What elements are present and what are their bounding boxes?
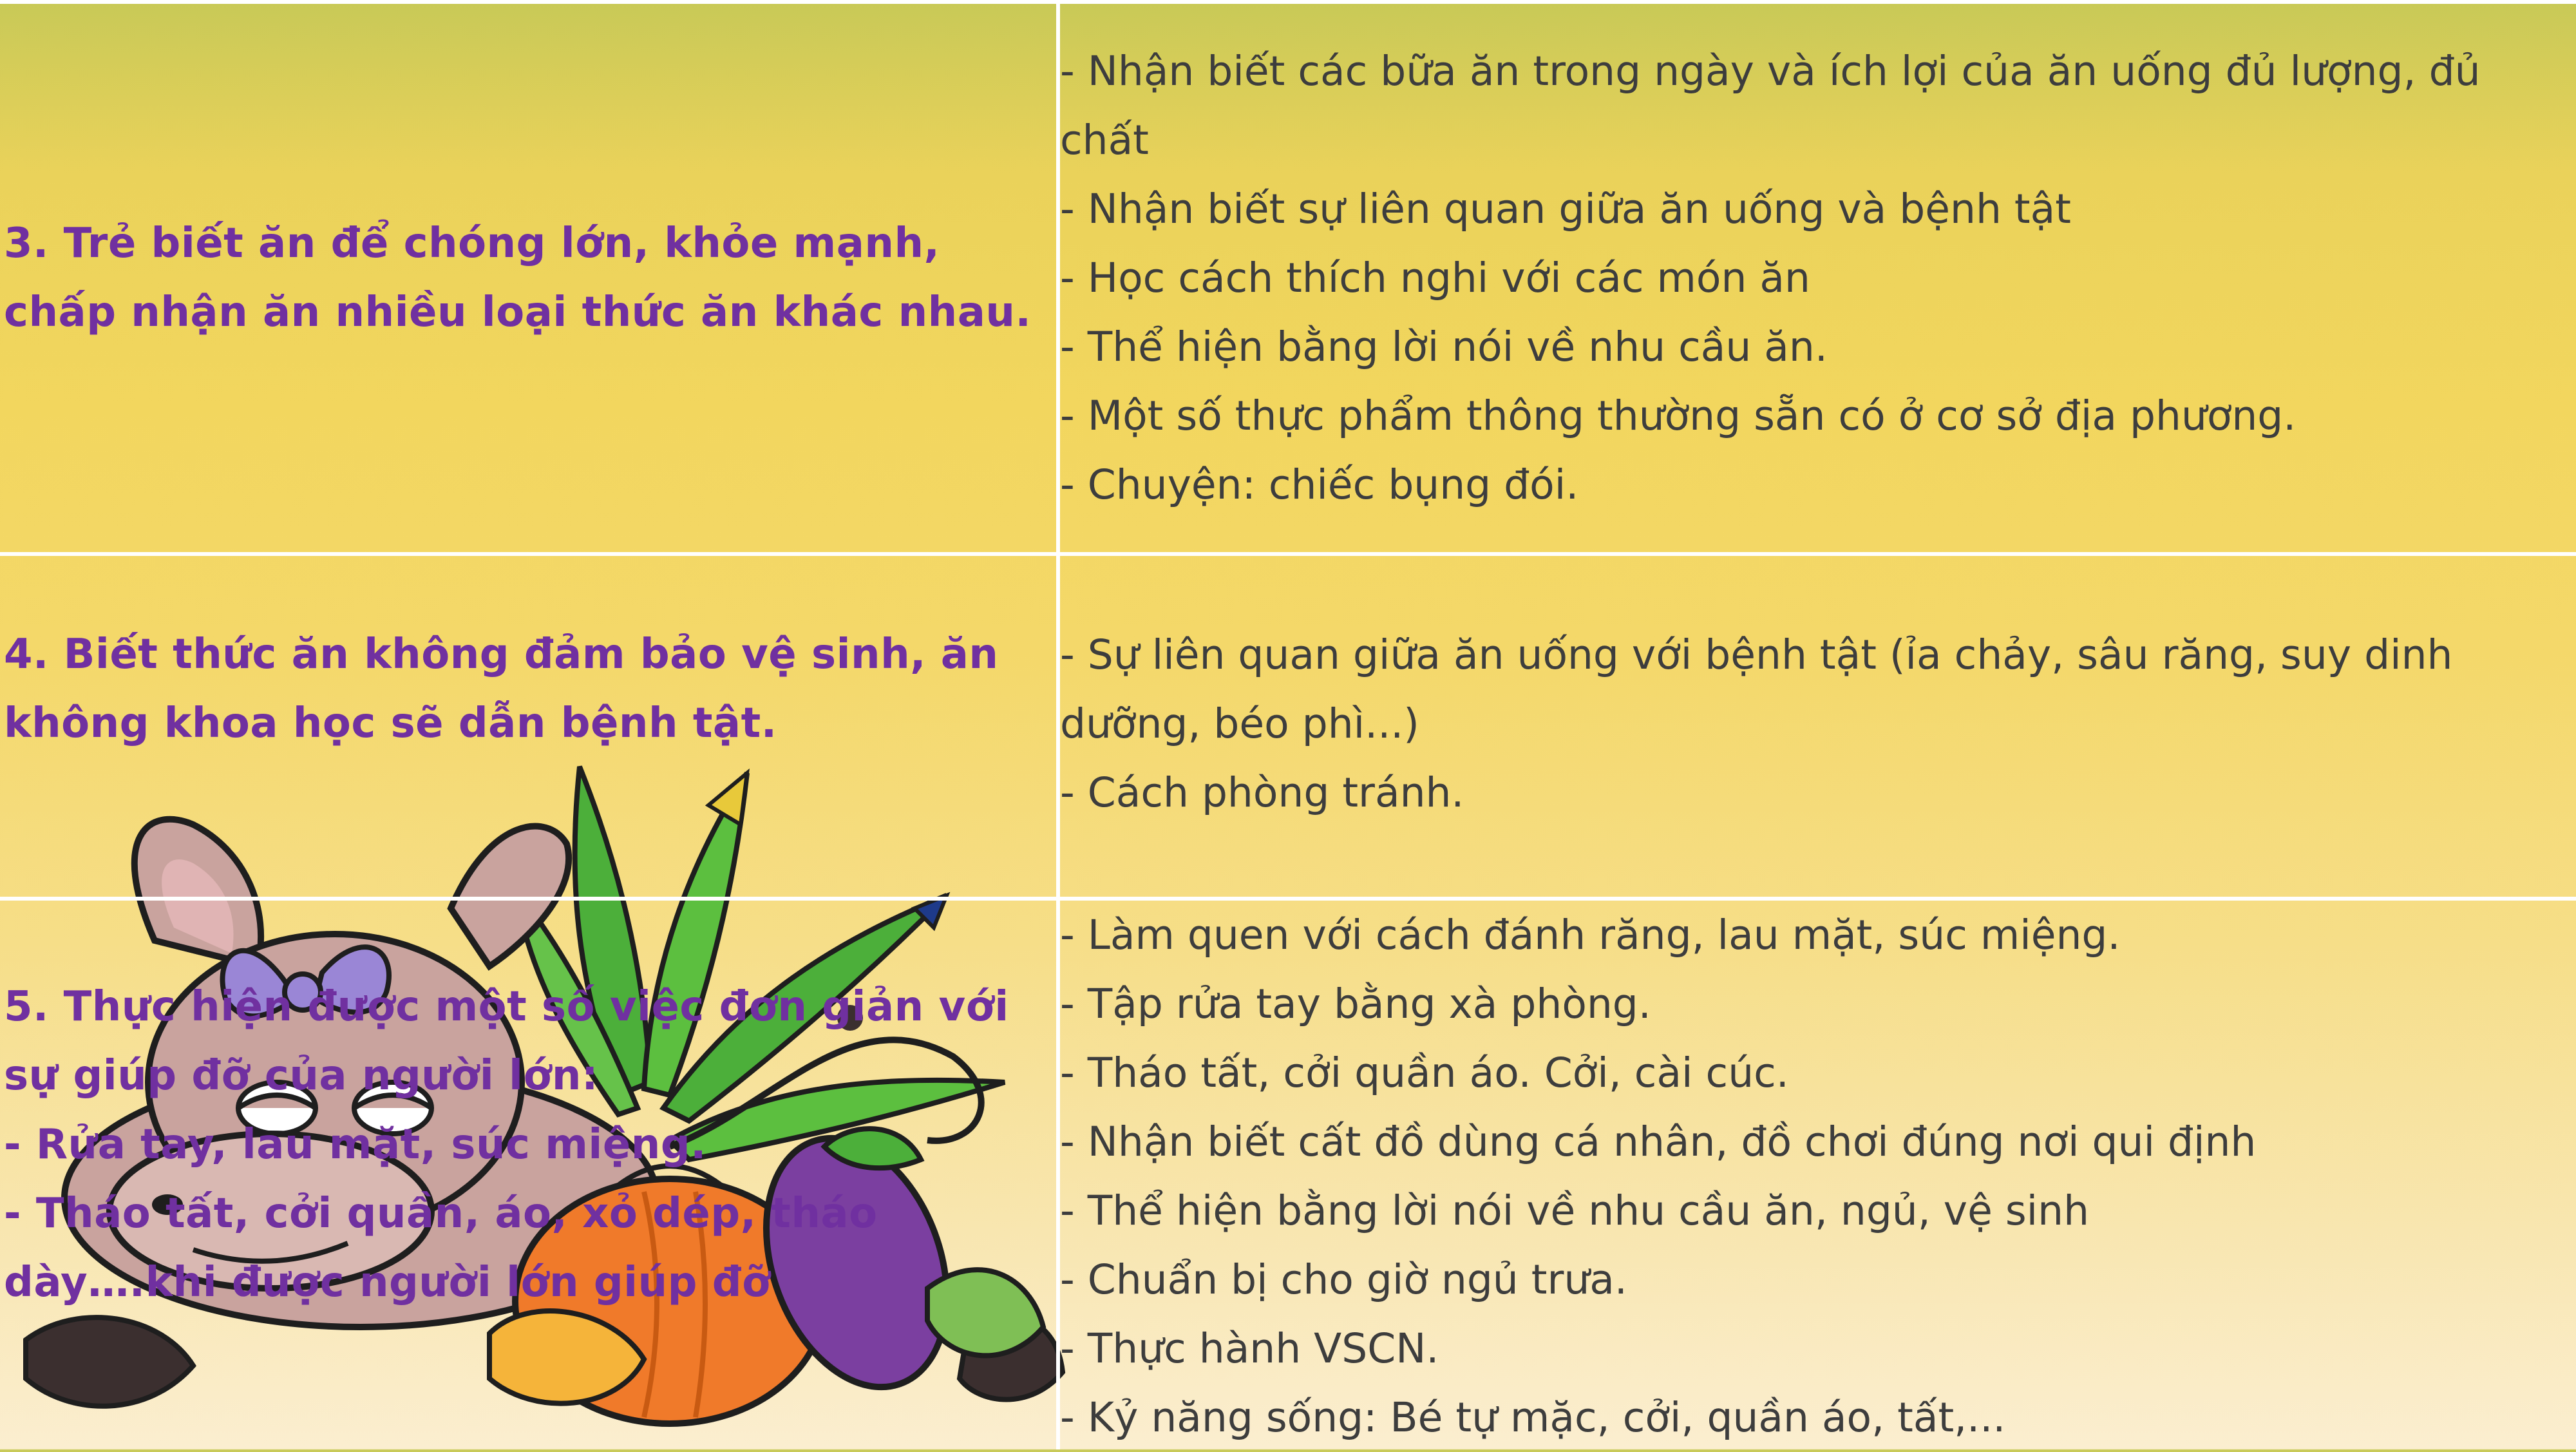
goal-line: 3. Trẻ biết ăn để chóng lớn, khỏe mạnh, chấp nhận ăn nhiều loại thức ăn khác nhau. [4,219,1032,336]
content-line: - Nhận biết các bữa ăn trong ngày và ích lợi của ăn uống đủ lượng, đủ chất [1060,48,2481,164]
goal-cell [4,901,1047,1449]
content-line: - Thể hiện bằng lời nói về nhu cầu ăn, ngủ, vệ sinh [1060,1187,2090,1234]
content-line: - Sự liên quan giữa ăn uống với bệnh tật (ỉa chảy, sâu răng, suy dinh dưỡng, béo phì...) [1060,631,2453,747]
content-line: - Nhận biết cất đồ dùng cá nhân, đồ chơi đúng nơi qui định [1060,1118,2257,1165]
content-line: - Chuyện: chiếc bụng đói. [1060,461,1579,508]
content-line: - Thể hiện bằng lời nói về nhu cầu ăn. [1060,323,1828,370]
goal-line: 5. Thực hiện được một số việc đơn giản với sự giúp đỡ của người lớn: [4,983,1009,1100]
goal-text [4,209,1047,347]
content-cell [1060,4,2567,552]
content-line: - Kỷ năng sống: Bé tự mặc, cởi, quần áo, tất,... [1060,1394,2006,1441]
goal-cell [4,4,1047,552]
content-line: - Một số thực phẩm thông thường sẵn có ở cơ sở địa phương. [1060,392,2297,439]
goal-text [4,973,1047,1317]
goal-cell [4,556,1047,897]
content-text [1060,37,2567,519]
goal-line: - Rửa tay, lau mặt, súc miệng. [4,1121,706,1169]
content-text [1060,901,2567,1452]
content-line: - Tháo tất, cởi quần áo. Cởi, cài cúc. [1060,1049,1789,1096]
goal-line: 4. Biết thức ăn không đảm bảo vệ sinh, ăn không khoa học sẽ dẫn bệnh tật. [4,631,999,747]
content-cell [1060,556,2567,897]
goal-line: - Tháo tất, cởi quần, áo, xỏ dép, tháo dày….khi được người lớn giúp đỡ [4,1190,878,1306]
content-line: - Tập rửa tay bằng xà phòng. [1060,980,1651,1027]
content-line: - Học cách thích nghi với các món ăn [1060,254,1810,301]
content-text [1060,620,2567,827]
content-cell [1060,901,2567,1449]
table-row [0,556,2576,897]
content-line: - Thực hành VSCN. [1060,1325,1439,1372]
content-line: - Chuẩn bị cho giờ ngủ trưa. [1060,1256,1627,1303]
table-row [0,4,2576,552]
goal-text [4,620,1047,758]
content-line: - Cách phòng tránh. [1060,769,1464,816]
table-row [0,901,2576,1449]
content-line: - Làm quen với cách đánh răng, lau mặt, súc miệng. [1060,912,2121,959]
content-line: - Nhận biết sự liên quan giữa ăn uống và bệnh tật [1060,186,2071,233]
